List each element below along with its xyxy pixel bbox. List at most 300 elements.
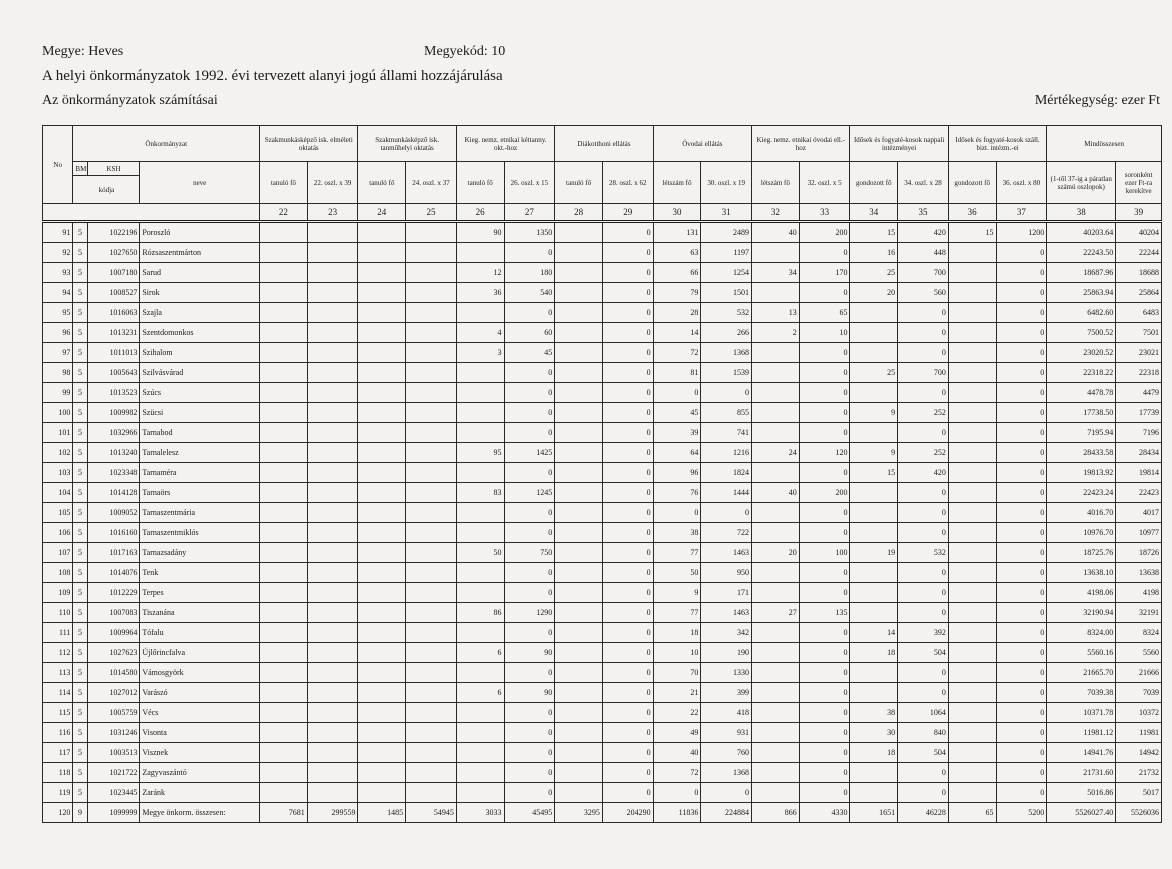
table-cell: 0 [653,383,701,403]
table-cell: 21731.60 [1047,763,1116,783]
table-cell [752,763,800,783]
table-cell [850,583,898,603]
table-cell [358,563,406,583]
table-cell: 5 [73,523,87,543]
table-cell: 77 [653,603,701,623]
table-cell: 1013240 [87,443,140,463]
table-cell: 1023348 [87,463,140,483]
table-cell [752,283,800,303]
table-cell [850,663,898,683]
table-cell: 0 [602,303,653,323]
table-cell: 190 [701,643,752,663]
table-row [43,803,1162,823]
table-cell: 0 [504,403,555,423]
table-cell: 18687.96 [1047,263,1116,283]
table-cell: 532 [701,303,752,323]
table-cell: 0 [504,703,555,723]
table-cell: 1463 [701,543,752,563]
table-cell: 18688 [1116,263,1162,283]
table-cell: 120 [43,803,73,823]
table-cell [555,243,603,263]
table-cell [406,703,457,723]
table-cell: 1064 [898,703,949,723]
table-row [43,563,1162,583]
table-cell: 1012229 [87,583,140,603]
table-cell [948,703,996,723]
table-cell: 96 [43,323,73,343]
table-cell: 0 [504,723,555,743]
table-cell: 22243.50 [1047,243,1116,263]
table-row [43,243,1162,263]
table-cell: 760 [701,743,752,763]
table-cell: 34 [752,263,800,283]
table-cell [406,363,457,383]
table-cell [406,783,457,803]
table-cell: 0 [602,443,653,463]
table-cell: 5 [73,283,87,303]
table-cell [406,323,457,343]
table-cell: 5200 [996,803,1047,823]
table-cell: 21732 [1116,763,1162,783]
table-cell [752,783,800,803]
table-cell: 200 [799,222,850,243]
table-cell: 65 [948,803,996,823]
table-cell [358,763,406,783]
table-cell [358,683,406,703]
table-cell: 0 [504,243,555,263]
table-cell [752,743,800,763]
table-cell: 1027623 [87,643,140,663]
table-cell: 0 [504,303,555,323]
table-cell [850,563,898,583]
table-cell: 18 [850,643,898,663]
table-cell: 0 [898,503,949,523]
table-cell [555,363,603,383]
table-cell: 224884 [701,803,752,823]
table-cell: 86 [456,603,504,623]
table-cell [406,643,457,663]
table-cell: 5 [73,783,87,803]
table-cell: 14941.76 [1047,743,1116,763]
table-cell: 504 [898,743,949,763]
municipality-name: Tarnaméra [140,463,260,483]
column-number: 28 [555,204,603,222]
table-cell: 0 [799,723,850,743]
municipality-name: Szajla [140,303,260,323]
table-cell [260,523,308,543]
table-cell: 90 [456,222,504,243]
table-cell [752,523,800,543]
table-cell: 1485 [358,803,406,823]
table-cell: 18726 [1116,543,1162,563]
table-cell: 1005643 [87,363,140,383]
table-cell: 131 [653,222,701,243]
table-cell [358,323,406,343]
header-col-23: 22. oszl. x 39 [307,162,358,204]
table-cell [752,703,800,723]
table-cell [948,563,996,583]
header-col-27: 26. oszl. x 15 [504,162,555,204]
table-cell: 1014580 [87,663,140,683]
table-cell [307,763,358,783]
table-cell: 5 [73,763,87,783]
table-cell: 0 [602,423,653,443]
table-cell: 16 [850,243,898,263]
table-cell: 110 [43,603,73,623]
table-cell [307,683,358,703]
table-cell: 0 [504,583,555,603]
table-cell [307,423,358,443]
table-cell: 418 [701,703,752,723]
table-cell: 560 [898,283,949,303]
table-cell: 5 [73,363,87,383]
table-cell: 420 [898,463,949,483]
table-cell [307,563,358,583]
table-cell: 40 [653,743,701,763]
table-cell [406,723,457,743]
table-row [43,423,1162,443]
table-cell [752,623,800,643]
header-col-28: tanuló fő [555,162,603,204]
table-cell: 5 [73,723,87,743]
table-cell [406,503,457,523]
table-cell [358,343,406,363]
table-cell [555,263,603,283]
table-cell: 1007180 [87,263,140,283]
table-cell: 1368 [701,343,752,363]
table-cell: 40 [752,222,800,243]
table-cell [358,743,406,763]
municipality-name: Varászó [140,683,260,703]
table-cell [850,423,898,443]
table-cell: 98 [43,363,73,383]
table-cell: 1539 [701,363,752,383]
table-cell: 750 [504,543,555,563]
table-cell: 0 [602,283,653,303]
header-diakotthon: Diákotthoni ellátás [555,126,653,162]
table-cell: 0 [996,343,1047,363]
table-cell: 117 [43,743,73,763]
table-cell [456,423,504,443]
table-cell: 14 [653,323,701,343]
table-cell [456,463,504,483]
table-cell [358,363,406,383]
table-cell [752,383,800,403]
table-cell: 0 [602,463,653,483]
table-cell [555,463,603,483]
table-cell: 5 [73,603,87,623]
table-cell [456,403,504,423]
table-cell [555,443,603,463]
table-cell: 28433.58 [1047,443,1116,463]
table-cell [406,543,457,563]
table-cell: 38 [850,703,898,723]
table-row [43,623,1162,643]
header-col-25: 24. oszl. x 37 [406,162,457,204]
table-cell: 0 [602,263,653,283]
table-cell [260,243,308,263]
table-cell [260,403,308,423]
municipality-name: Szihalom [140,343,260,363]
column-number: 22 [260,204,308,222]
table-cell [406,243,457,263]
table-cell: 100 [43,403,73,423]
table-cell: 0 [898,683,949,703]
table-cell [555,503,603,523]
table-cell [358,443,406,463]
table-cell: 0 [701,783,752,803]
table-cell: 7039.38 [1047,683,1116,703]
header-col-22: tanuló fő [260,162,308,204]
table-cell: 38 [653,523,701,543]
table-cell: 0 [701,383,752,403]
column-number: 38 [1047,204,1116,222]
table-cell [406,222,457,243]
table-cell: 1008527 [87,283,140,303]
table-cell [307,343,358,363]
table-cell [948,603,996,623]
table-cell: 0 [898,303,949,323]
document-subtitle: Az önkormányzatok számításai [42,93,218,108]
table-cell: 3033 [456,803,504,823]
table-cell: 0 [504,423,555,443]
table-cell: 1099999 [87,803,140,823]
table-cell: 0 [898,323,949,343]
table-cell [948,263,996,283]
table-cell: 5 [73,343,87,363]
table-cell [555,683,603,703]
municipality-name: Szentdomonkos [140,323,260,343]
table-cell: 1023445 [87,783,140,803]
table-cell [260,643,308,663]
table-cell: 0 [996,543,1047,563]
table-row [43,383,1162,403]
table-cell: 119 [43,783,73,803]
municipality-name: Tarnazsadány [140,543,260,563]
table-cell: 0 [602,763,653,783]
table-cell: 15 [948,222,996,243]
table-cell: 14942 [1116,743,1162,763]
table-cell: 2489 [701,222,752,243]
municipality-name: Poroszló [140,222,260,243]
table-cell: 1016063 [87,303,140,323]
table-cell [307,263,358,283]
table-cell: 90 [504,643,555,663]
table-cell: 252 [898,443,949,463]
table-cell: 45495 [504,803,555,823]
header-ksh: KSH [87,162,140,176]
table-cell [307,663,358,683]
table-cell: 1031246 [87,723,140,743]
table-cell [555,283,603,303]
table-cell: 0 [504,663,555,683]
table-cell [307,703,358,723]
table-cell: 7039 [1116,683,1162,703]
table-cell [307,743,358,763]
table-cell [555,343,603,363]
table-cell: 204290 [602,803,653,823]
table-cell: 0 [996,403,1047,423]
table-cell: 0 [996,663,1047,683]
table-cell [260,323,308,343]
column-number: 27 [504,204,555,222]
header-col-36: gondozott fő [948,162,996,204]
header-megye-line [42,44,506,60]
table-cell: 1005759 [87,703,140,723]
table-cell: 0 [602,523,653,543]
table-cell [555,483,603,503]
table-cell: 0 [701,503,752,523]
table-cell: 1200 [996,222,1047,243]
table-cell: 5 [73,443,87,463]
header-bm: BM [73,162,87,176]
table-cell [406,483,457,503]
header-idosek-nappali: Idősek és fogyaté-kosok nappali intézményei [850,126,948,162]
table-cell [948,363,996,383]
table-cell [260,703,308,723]
table-cell [456,243,504,263]
table-cell: 1027650 [87,243,140,263]
municipality-name: Sarud [140,263,260,283]
table-cell: 105 [43,503,73,523]
column-number-blank [43,204,260,222]
table-cell: 1824 [701,463,752,483]
table-cell: 39 [653,423,701,443]
table-cell: 65 [799,303,850,323]
table-cell [555,603,603,623]
table-cell [358,503,406,523]
table-cell [358,403,406,423]
table-cell: 1003513 [87,743,140,763]
header-col-24: tanuló fő [358,162,406,204]
table-cell: 12 [456,263,504,283]
table-cell: 22318 [1116,363,1162,383]
table-row [43,743,1162,763]
table-cell: 10372 [1116,703,1162,723]
table-cell [406,403,457,423]
table-cell: 28 [653,303,701,323]
table-cell [358,423,406,443]
table-row [43,763,1162,783]
column-number: 32 [752,204,800,222]
table-cell [406,563,457,583]
table-cell [358,303,406,323]
table-row [43,783,1162,803]
table-cell: 50 [653,563,701,583]
table-cell: 0 [996,763,1047,783]
table-cell: 504 [898,643,949,663]
municipality-name: Szücsi [140,403,260,423]
table-cell: 0 [996,383,1047,403]
table-cell [406,603,457,623]
table-cell: 0 [602,683,653,703]
table-cell [260,363,308,383]
table-cell: 7501 [1116,323,1162,343]
table-cell [555,703,603,723]
table-cell [555,643,603,663]
header-kieg-ovodai: Kieg. nemz. etnikai óvodai ell.-hoz [752,126,850,162]
table-cell [307,523,358,543]
table-cell: 0 [602,503,653,523]
table-cell: 0 [653,783,701,803]
header-mindosszesen: Mindösszesen [1047,126,1162,162]
table-cell: 0 [898,783,949,803]
table-cell: 0 [799,763,850,783]
table-cell [555,543,603,563]
table-cell: 96 [653,463,701,483]
table-cell: 448 [898,243,949,263]
table-cell: 22 [653,703,701,723]
table-cell [752,723,800,743]
table-cell: 17738.50 [1047,403,1116,423]
header-col-35: 34. oszl. x 28 [898,162,949,204]
table-row [43,443,1162,463]
table-cell [307,383,358,403]
header-kodja: kódja [73,176,140,204]
table-cell [850,383,898,403]
table-cell [406,583,457,603]
table-cell [406,263,457,283]
table-cell: 18 [850,743,898,763]
table-cell [307,783,358,803]
table-cell: 0 [898,603,949,623]
table-cell: 0 [996,703,1047,723]
table-cell [307,403,358,423]
table-cell: 15 [850,222,898,243]
header-col-33: 32. oszl. x 5 [799,162,850,204]
table-cell: 4478.78 [1047,383,1116,403]
table-cell: 118 [43,763,73,783]
table-cell: 0 [996,623,1047,643]
table-cell [406,343,457,363]
table-cell: 76 [653,483,701,503]
table-row [43,723,1162,743]
table-cell: 1011013 [87,343,140,363]
table-cell: 135 [799,603,850,623]
table-cell: 0 [799,383,850,403]
municipality-name: Tarnalelesz [140,443,260,463]
table-row [43,683,1162,703]
table-cell [307,603,358,623]
data-table [42,125,1162,823]
table-cell: 4 [456,323,504,343]
header-kieg-ketannyelvu: Kieg. nemz. etnikai kéttanny. okt.-hoz [456,126,554,162]
table-cell [406,303,457,323]
table-cell: 9 [850,443,898,463]
table-cell: 9 [73,803,87,823]
table-cell: 109 [43,583,73,603]
table-body [43,222,1162,823]
table-cell [406,763,457,783]
table-cell: 1330 [701,663,752,683]
table-cell: 0 [996,783,1047,803]
table-cell: 5017 [1116,783,1162,803]
table-cell [260,483,308,503]
table-cell [555,783,603,803]
table-cell: 1014076 [87,563,140,583]
table-cell: 1022196 [87,222,140,243]
table-cell: 1009982 [87,403,140,423]
table-cell: 0 [504,363,555,383]
table-cell: 0 [898,483,949,503]
table-cell: 5 [73,563,87,583]
table-cell: 13 [752,303,800,323]
table-cell [406,623,457,643]
table-cell: 0 [898,383,949,403]
table-cell: 5 [73,583,87,603]
table-cell: 4017 [1116,503,1162,523]
table-cell: 25863.94 [1047,283,1116,303]
